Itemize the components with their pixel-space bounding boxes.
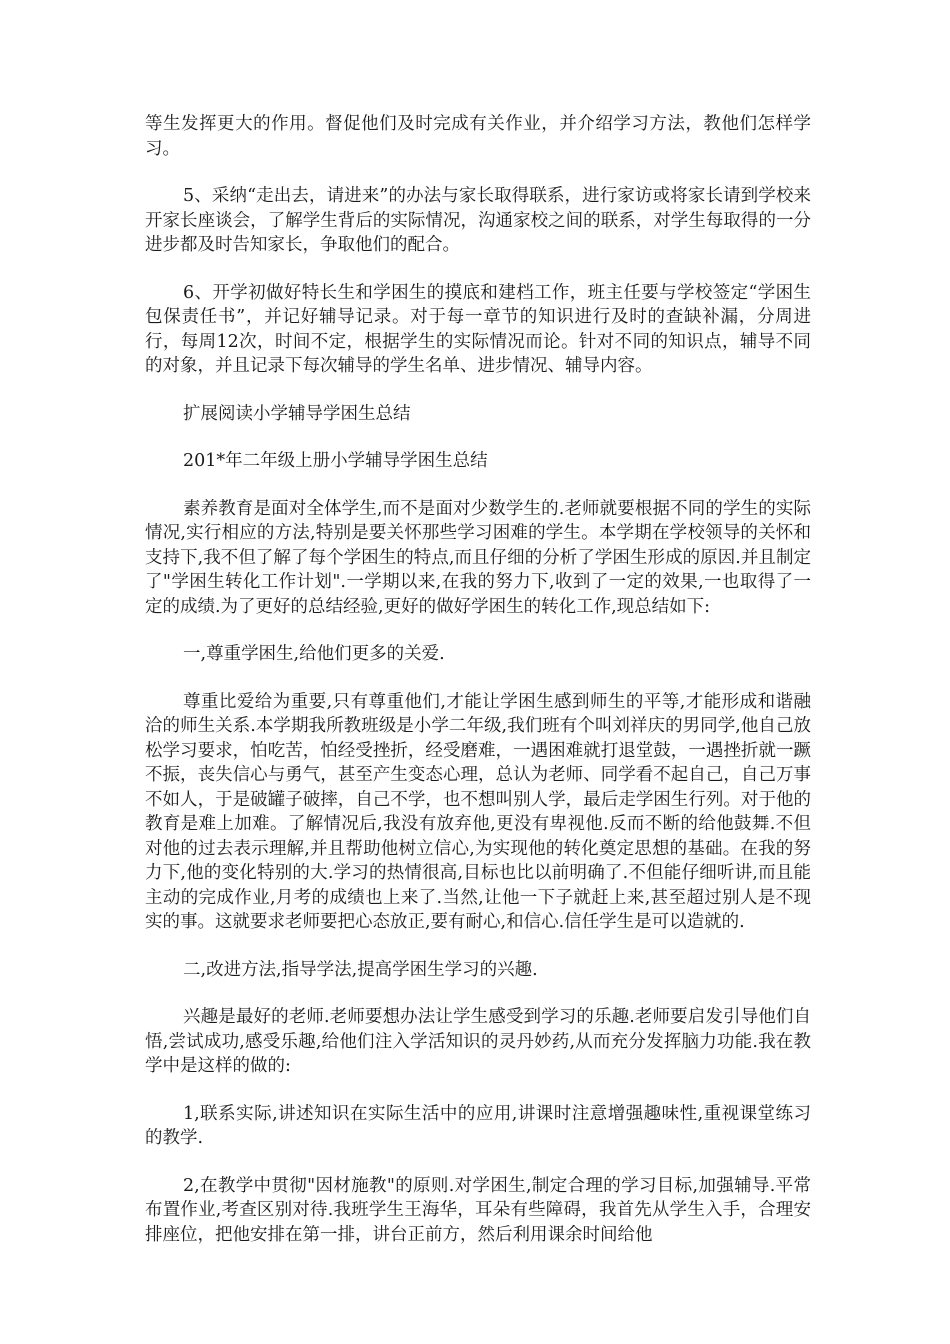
section-heading-one: 一,尊重学困生,给他们更多的关爱.	[183, 644, 445, 664]
paragraph-item-5: 5、采纳“走出去，请进来”的办法与家长取得联系，进行家访或将家长请到学校来开家长座谈会，了解学生背后的实际情况，沟通家校之间的联系，对学生每取得的一分进步都及时告知家长，争取他们的配合。	[145, 186, 811, 255]
paragraph-interest: 兴趣是最好的老师.老师要想办法让学生感受到学习的乐趣.老师要启发引导他们自悟,尝试成功,感受乐趣,给他们注入学活知识的灵丹妙药,从而充分发挥脑力功能.我在教学中是这样的做的:	[145, 1007, 811, 1076]
document-subtitle: 201*年二年级上册小学辅导学困生总结	[183, 451, 488, 471]
document-page	[145, 112, 811, 1270]
paragraph-continuation: 等生发挥更大的作用。督促他们及时完成有关作业，并介绍学习方法，教他们怎样学习。	[145, 114, 811, 159]
section-heading-extended-reading: 扩展阅读小学辅导学困生总结	[183, 403, 411, 424]
paragraph-point-2: 2,在教学中贯彻"因材施教"的原则.对学困生,制定合理的学习目标,加强辅导.平常布置作业,考查区别对待.我班学生王海华，耳朵有些障碍，我首先从学生入手，合理安排座位，把他安排在第一排，讲台正前方，然后利用课余时间给他	[145, 1175, 811, 1245]
paragraph-point-1: 1,联系实际,讲述知识在实际生活中的应用,讲课时注意增强趣味性,重视课堂练习的教学.	[145, 1103, 811, 1148]
paragraph-respect: 尊重比爱给为重要,只有尊重他们,才能让学困生感到师生的平等,才能形成和谐融洽的师生关系.本学期我所教班级是小学二年级,我们班有个叫刘祥庆的男同学,他自己放松学习要求，怕吃苦，怕经受挫折，经受磨难，一遇困难就打退堂鼓，一遇挫折就一蹶不振，丧失信心与勇气，甚至产生变态心理，总认为老师、同学看不起自己，自己万事不如人，于是破罐子破摔，自己不学，也不想叫别人学，最后走学困生行列。对于他的教育是难上加难。了解情况后,我没有放弃他,更没有卑视他.反而不断的给他鼓舞.不但对他的过去表示理解,并且帮助他树立信心,为实现他的转化奠定思想的基础。在我的努力下,他的变化特别的大.学习的热情很高,目标也比以前明确了.不但能仔细听讲,而且能主动的完成作业,月考的成绩也上来了.当然,让他一下子就赶上来,甚至超过别人是不现实的事。这就要求老师要把心态放正,要有耐心,和信心.信任学生是可以造就的.	[145, 691, 811, 932]
paragraph-item-6: 6、开学初做好特长生和学困生的摸底和建档工作，班主任要与学校签定“学困生包保责任书”，并记好辅导记录。对于每一章节的知识进行及时的查缺补漏，分周进行，每周12次，时间不定，根据学生的实际情况而论。针对不同的知识点，辅导不同的对象，并且记录下每次辅导的学生名单、进步情况、辅导内容。	[145, 282, 811, 376]
paragraph-introduction: 素养教育是面对全体学生,而不是面对少数学生的.老师就要根据不同的学生的实际情况,实行相应的方法,特别是要关怀那些学习困难的学生。本学期在学校领导的关怀和支持下,我不但了解了每个学困生的特点,而且仔细的分析了学困生形成的原因.并且制定了"学困生转化工作计划".一学期以来,在我的努力下,收到了一定的效果,一也取得了一定的成绩.为了更好的总结经验,更好的做好学困生的转化工作,现总结如下:	[145, 498, 811, 617]
section-heading-two: 二,改进方法,指导学法,提高学困生学习的兴趣.	[183, 959, 538, 980]
